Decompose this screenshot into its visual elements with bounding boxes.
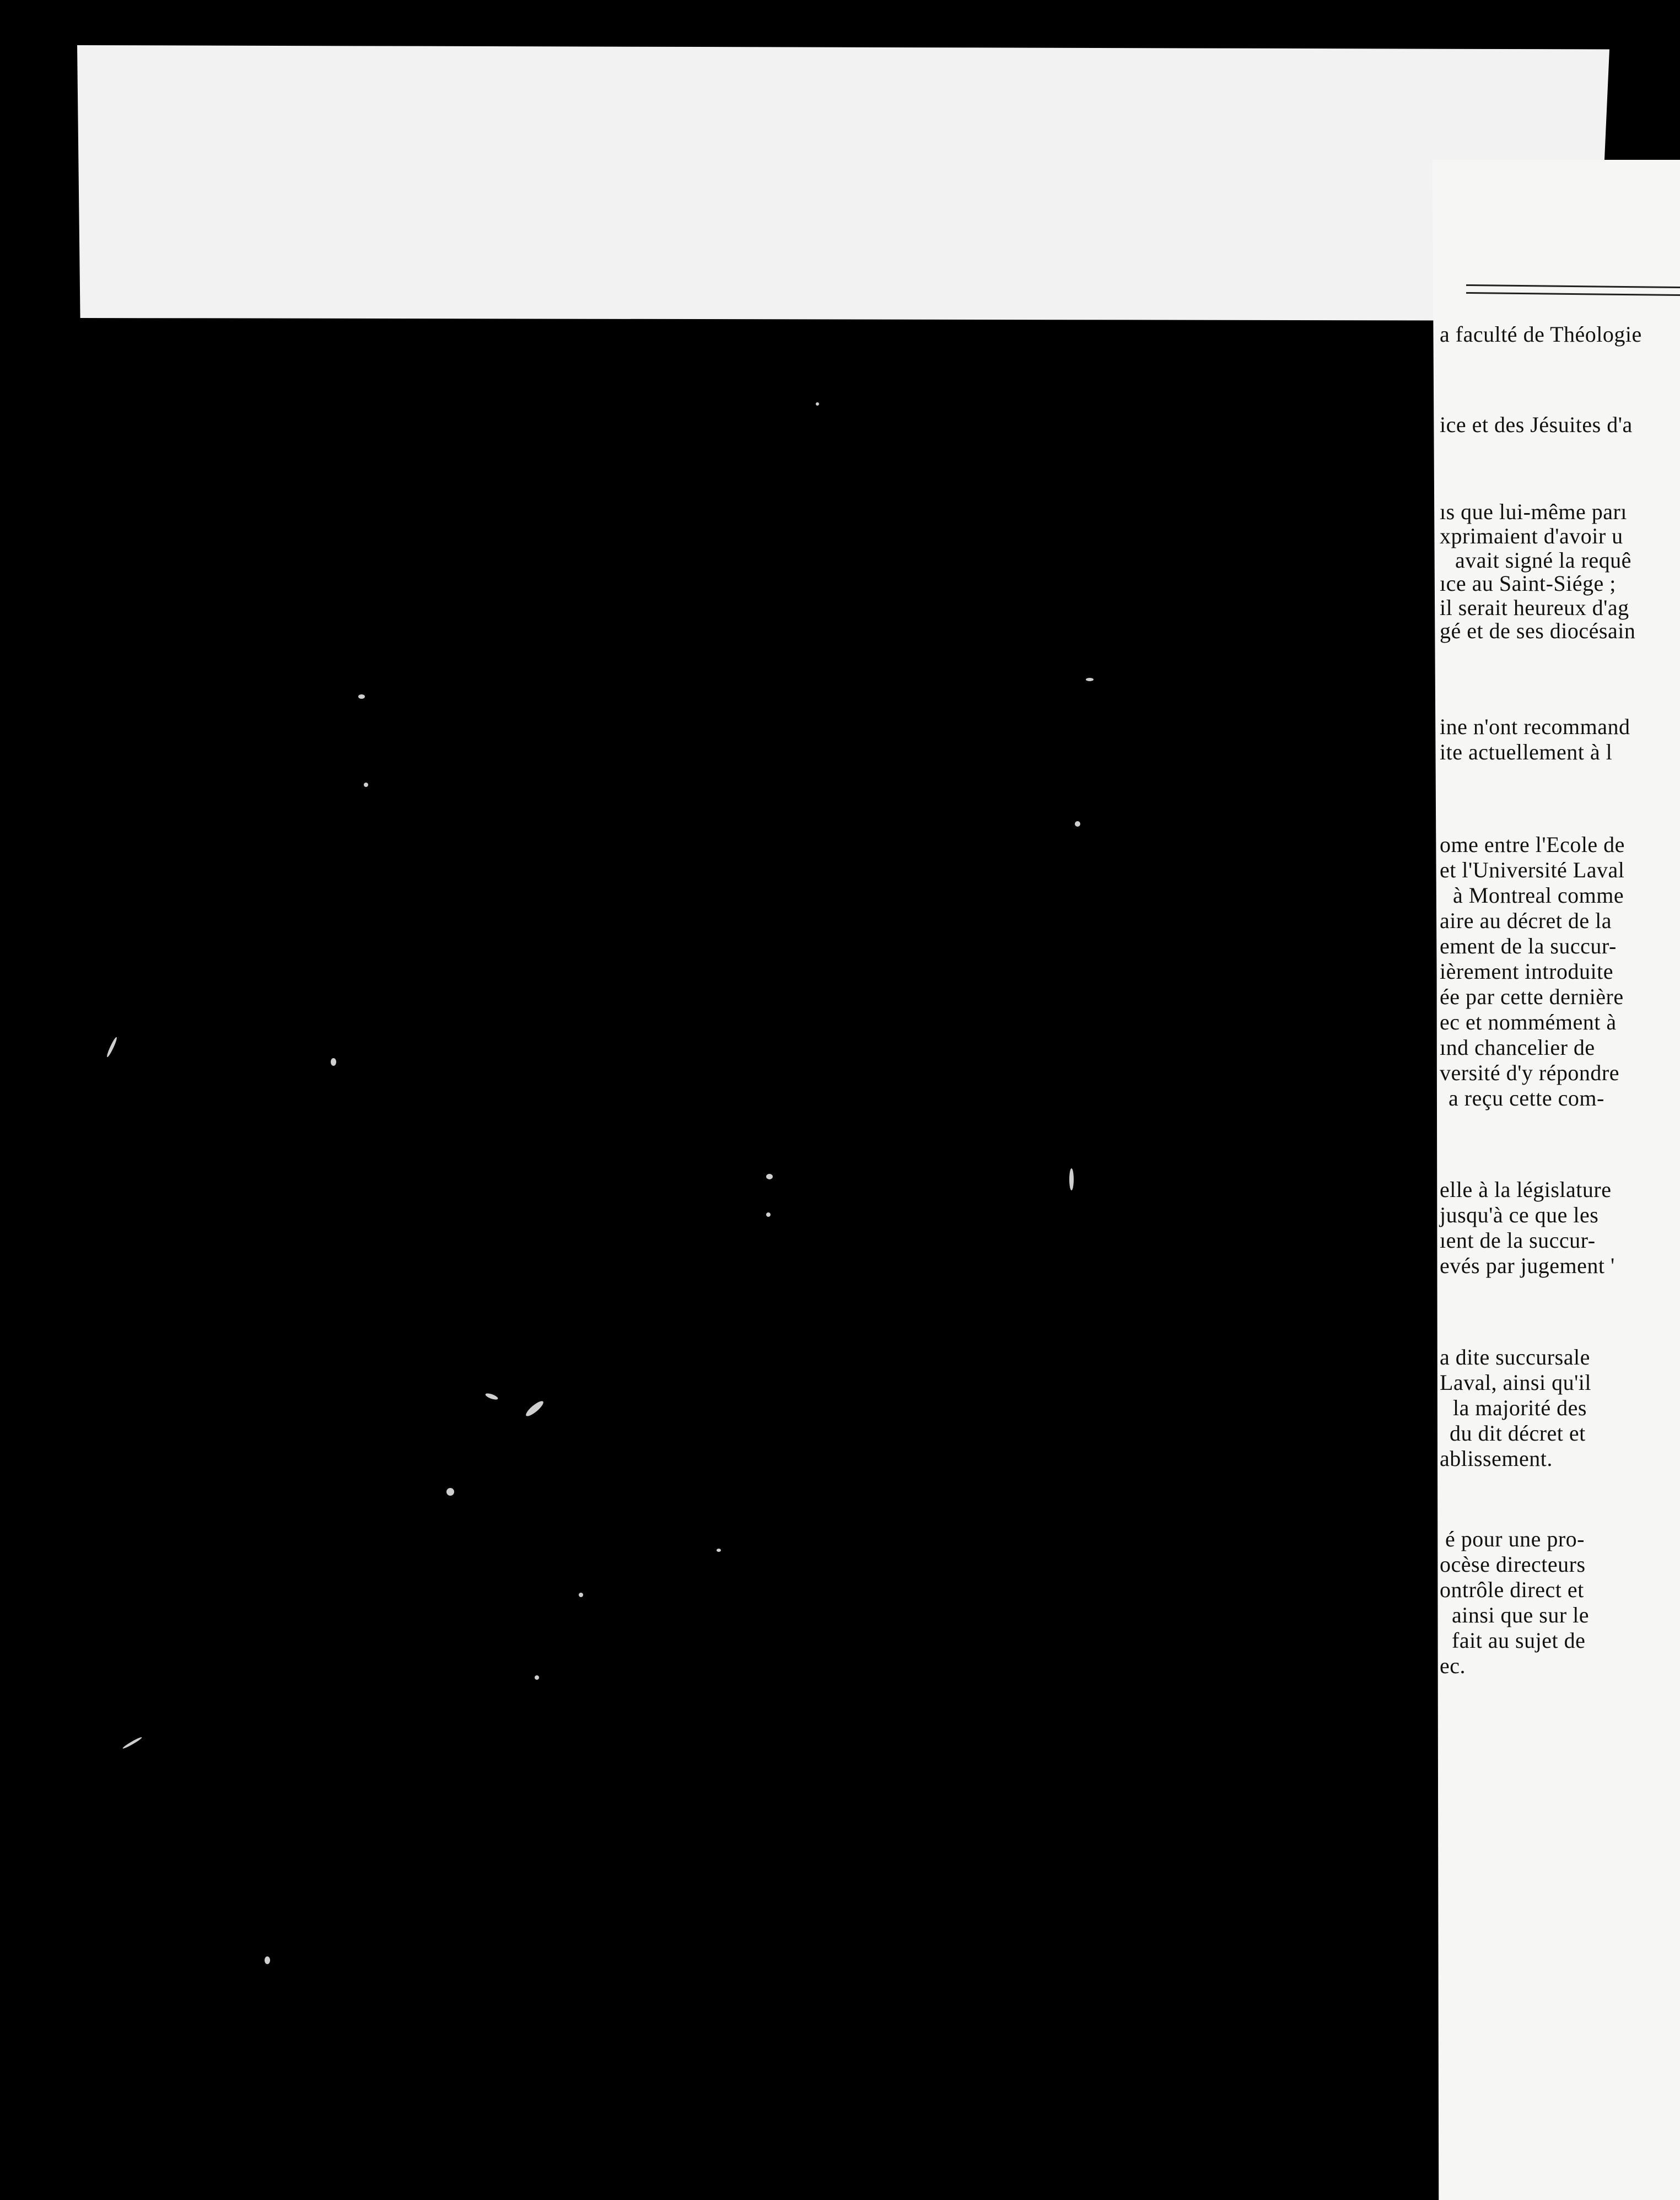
text-fragment: Laval, ainsi qu'il xyxy=(1440,1370,1592,1395)
text-fragment: ièrement introduite xyxy=(1440,959,1613,984)
dust-speck xyxy=(717,1549,721,1552)
text-fragment: ine n'ont recommand xyxy=(1440,714,1630,739)
text-fragment: aire au décret de la xyxy=(1440,908,1612,933)
text-fragment: fait au sujet de xyxy=(1452,1628,1586,1653)
text-fragment: ec et nommément à xyxy=(1440,1010,1617,1034)
dust-speck xyxy=(579,1593,583,1597)
text-fragment: a faculté de Théologie xyxy=(1440,322,1642,347)
text-fragment: gé et de ses diocésain xyxy=(1440,618,1636,643)
dust-speck xyxy=(1075,821,1080,827)
text-fragment: ec. xyxy=(1440,1653,1466,1678)
text-fragment: versité d'y répondre xyxy=(1440,1060,1619,1085)
text-fragment: ocèse directeurs xyxy=(1440,1552,1586,1577)
dust-speck xyxy=(524,1399,545,1419)
dust-speck xyxy=(535,1675,539,1680)
text-fragment: la majorité des xyxy=(1453,1395,1587,1420)
dust-speck xyxy=(446,1488,454,1496)
text-fragment: ainsi que sur le xyxy=(1452,1603,1590,1627)
text-fragment: ontrôle direct et xyxy=(1440,1577,1584,1602)
text-fragment: a reçu cette com- xyxy=(1449,1086,1604,1110)
text-fragment: é pour une pro- xyxy=(1445,1527,1585,1551)
dust-speck xyxy=(484,1392,498,1401)
text-fragment: ite actuellement à l xyxy=(1440,740,1613,764)
text-fragment: il serait heureux d'ag xyxy=(1440,595,1629,620)
dust-speck xyxy=(358,694,365,699)
text-fragment: ée par cette dernière xyxy=(1440,984,1624,1009)
dust-speck xyxy=(265,1956,270,1964)
dust-speck xyxy=(1086,678,1094,681)
text-fragment: ablissement. xyxy=(1440,1446,1553,1471)
text-fragment: ıs que lui-même parı xyxy=(1440,499,1627,524)
dust-speck xyxy=(766,1212,771,1217)
text-fragment: ıce au Saint-Siége ; xyxy=(1440,571,1616,596)
text-fragment: avait signé la requê xyxy=(1455,548,1631,573)
text-fragment: a dite succursale xyxy=(1440,1345,1590,1369)
text-fragment: du dit décret et xyxy=(1450,1421,1586,1446)
text-fragment: ıent de la succur- xyxy=(1440,1228,1596,1253)
text-fragment: ome entre l'Ecole de xyxy=(1440,832,1625,857)
text-fragment: elle à la législature xyxy=(1440,1177,1612,1202)
dust-speck xyxy=(331,1058,336,1066)
text-fragment: ement de la succur- xyxy=(1440,934,1617,958)
text-fragment: xprimaient d'avoir u xyxy=(1440,524,1623,548)
text-fragment: ice et des Jésuites d'a xyxy=(1440,412,1633,437)
text-fragment: ınd chancelier de xyxy=(1440,1035,1595,1060)
text-fragment: jusqu'à ce que les xyxy=(1440,1203,1599,1227)
dust-speck xyxy=(816,402,819,406)
dust-speck xyxy=(122,1736,142,1749)
dust-speck xyxy=(364,783,368,787)
dust-speck xyxy=(766,1174,773,1179)
text-fragment: evés par jugement ' xyxy=(1440,1253,1615,1278)
blank-paper-strip xyxy=(77,45,1609,321)
dust-speck xyxy=(1069,1168,1074,1190)
text-fragment: à Montreal comme xyxy=(1453,883,1624,908)
dust-speck xyxy=(106,1037,118,1058)
text-fragment: et l'Université Laval xyxy=(1440,858,1625,882)
